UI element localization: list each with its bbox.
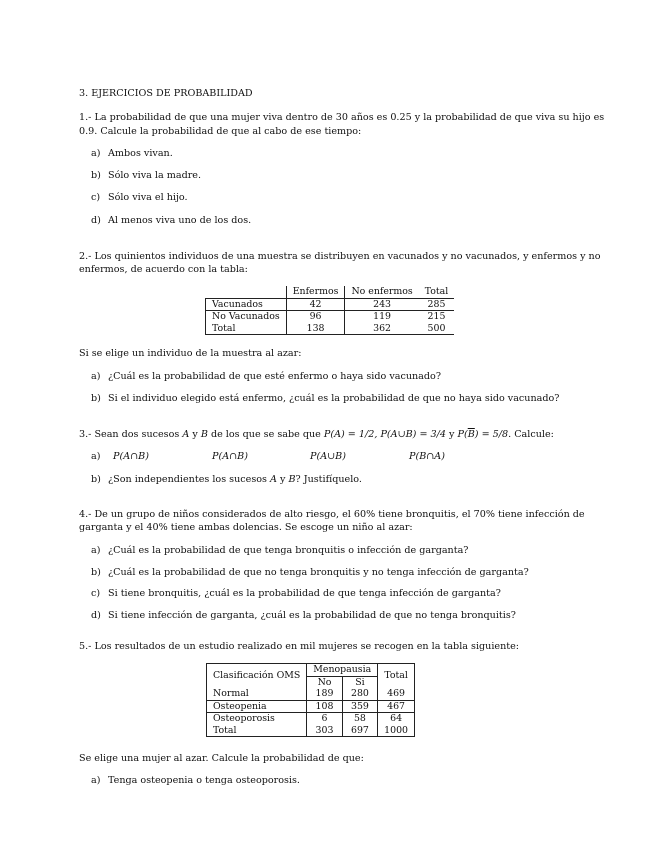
item-label: a) <box>91 775 101 786</box>
item-text: Si tiene bronquitis, ¿cuál es la probabilidad de que tenga infección de garganta? <box>108 588 501 599</box>
ex3-expr-1: P(A∩B) <box>113 451 149 462</box>
item-text: ¿Son independientes los sucesos <box>108 474 270 485</box>
table-cell: 500 <box>427 322 446 334</box>
table-header-cell <box>206 286 287 298</box>
table-cell: 96 <box>309 311 322 322</box>
table-header-row <box>206 286 455 298</box>
table-header-cell: Si <box>355 676 365 688</box>
ex2-after-text: Si se elige un individuo de la muestra al azar: <box>79 348 302 359</box>
conjunction: y <box>276 474 289 485</box>
table-row <box>206 323 455 335</box>
table-header-cell: Total <box>424 286 449 297</box>
ex4-item-d <box>91 610 516 622</box>
ex4-item-a <box>91 545 468 557</box>
item-label: b) <box>91 170 101 181</box>
table-cell: 359 <box>350 700 369 712</box>
item-label: b) <box>91 393 101 404</box>
item-text: Sólo viva la madre. <box>108 170 202 181</box>
table-cell: Total <box>207 725 307 737</box>
item-label: c) <box>91 192 101 203</box>
item-label: a) <box>91 371 101 382</box>
table-cell: 189 <box>307 688 342 700</box>
table-row <box>207 688 415 700</box>
ex3-item-b <box>91 474 362 486</box>
ex3-expr-2: P(A∩B) <box>212 451 248 462</box>
event-b: B <box>288 474 296 485</box>
table-cell: 697 <box>350 724 369 736</box>
table-cell: 64 <box>378 713 415 725</box>
table-cell: 467 <box>378 700 415 713</box>
item-label: d) <box>91 215 101 226</box>
item-text: Al menos viva uno de los dos. <box>108 215 252 226</box>
table-header-cell: No enfermos <box>345 286 419 298</box>
conjunction: y <box>445 429 458 440</box>
table-cell: 119 <box>345 311 419 323</box>
item-label: a) <box>91 148 101 159</box>
table-header-row <box>207 664 415 677</box>
table-cell: 285 <box>427 298 446 310</box>
conjunction: y <box>189 429 201 440</box>
ex1-item-a <box>91 148 173 160</box>
event-a: A <box>182 429 190 440</box>
item-text: ¿Cuál es la probabilidad de que no tenga bronquitis y no tenga infección de garganta? <box>108 567 529 578</box>
table-cell: 215 <box>427 311 446 322</box>
ex3-item-a <box>91 451 108 463</box>
table-cell: 1000 <box>378 725 415 737</box>
table-row <box>206 311 455 323</box>
ex3-calc: Calcule: <box>511 429 554 440</box>
ex2-item-a <box>91 371 441 383</box>
table-header-cell: No <box>307 676 342 688</box>
ex3-expr-4: P(B∩A) <box>409 451 445 462</box>
ex3-expr-3: P(A∪B) <box>310 451 346 462</box>
ex2-statement-line2: enfermos, de acuerdo con la tabla: <box>79 264 248 275</box>
table-cell: No Vacunados <box>206 311 287 323</box>
table-cell: Total <box>206 323 287 335</box>
table-cell: Vacunados <box>206 298 287 311</box>
ex5-statement: 5.- Los resultados de un estudio realizado en mil mujeres se recogen en la tabla siguiente: <box>79 641 520 652</box>
table-header-cell: Clasificación OMS <box>207 664 307 689</box>
item-text: ? Justifíquelo. <box>295 474 362 485</box>
ex3-intro: 3.- Sean dos sucesos <box>79 429 183 440</box>
item-label: b) <box>91 567 101 578</box>
vaccination-table <box>205 286 454 335</box>
item-label: a) <box>91 545 101 556</box>
table-header-cell: Enfermos <box>292 286 339 297</box>
table-header-cell: Menopausia <box>307 664 378 677</box>
table-cell: 362 <box>345 323 419 335</box>
table-cell: 303 <box>307 725 342 737</box>
table-cell: 469 <box>378 688 415 700</box>
table-cell: 243 <box>345 298 419 311</box>
ex4-item-c <box>91 588 501 600</box>
item-text: Ambos vivan. <box>108 148 173 159</box>
table-header-cell: Total <box>378 664 415 689</box>
section-heading: 3. EJERCICIOS DE PROBABILIDAD <box>79 88 253 99</box>
event-a: A <box>270 474 277 485</box>
table-cell: 42 <box>309 298 322 310</box>
table-cell: 280 <box>350 688 369 699</box>
table-row <box>207 700 415 713</box>
item-text: Si el individuo elegido está enfermo, ¿cuál es la probabilidad de que no haya sido vacunado? <box>108 393 560 404</box>
item-label: b) <box>91 474 101 485</box>
ex4-statement-line2: garganta y el 40% tiene ambas dolencias. Se escoge un niño al azar: <box>79 522 413 533</box>
ex5-item-a <box>91 775 300 787</box>
table-row <box>206 298 455 311</box>
ex3-statement <box>79 429 554 441</box>
item-text: Si tiene infección de garganta, ¿cuál es la probabilidad de que no tenga bronquitis? <box>108 610 516 621</box>
menopause-table <box>206 663 415 737</box>
item-label: c) <box>91 588 101 599</box>
table-cell: Osteoporosis <box>207 713 307 725</box>
table-row <box>207 713 415 725</box>
table-cell: Osteopenia <box>207 700 307 713</box>
prob-b-complement: $P(\overline{B}) = 5/8$. <box>457 429 512 440</box>
ex1-statement-line2: 0.9. Calcule la probabilidad de que al cabo de ese tiempo: <box>79 126 362 137</box>
table-cell: Normal <box>207 688 307 700</box>
ex2-item-b <box>91 393 559 405</box>
ex1-item-d <box>91 215 251 227</box>
item-text: ¿Cuál es la probabilidad de que esté enfermo o haya sido vacunado? <box>108 371 441 382</box>
ex3-intro-cont: de los que se sabe que <box>207 429 324 440</box>
table-cell: 58 <box>353 713 366 724</box>
ex4-statement-line1: 4.- De un grupo de niños considerados de alto riesgo, el 60% tiene bronquitis, el 70% tiene infección de <box>79 509 585 520</box>
ex5-after-text: Se elige una mujer al azar. Calcule la probabilidad de que: <box>79 753 364 764</box>
prob-a: P(A) = 1/2, <box>323 429 381 440</box>
item-label: a) <box>91 451 101 462</box>
ex2-statement-line1: 2.- Los quinientos individuos de una muestra se distribuyen en vacunados y no vacunados, y enfermos y no <box>79 251 601 262</box>
item-label: d) <box>91 610 101 621</box>
item-text: ¿Cuál es la probabilidad de que tenga bronquitis o infección de garganta? <box>108 545 469 556</box>
event-b: B <box>200 429 208 440</box>
ex4-item-b <box>91 567 529 579</box>
ex1-item-b <box>91 170 201 182</box>
table-cell: 138 <box>306 322 325 334</box>
prob-a-union-b: P(A∪B) = 3/4 <box>380 429 446 440</box>
table-cell: 108 <box>307 700 342 713</box>
table-cell: 6 <box>307 713 342 725</box>
ex1-item-c <box>91 192 188 204</box>
ex1-statement-line1: 1.- La probabilidad de que una mujer viva dentro de 30 años es 0.25 y la probabilidad de que viva su hijo es <box>79 112 605 123</box>
table-row <box>207 725 415 737</box>
item-text: Sólo viva el hijo. <box>108 192 188 203</box>
item-text: Tenga osteopenia o tenga osteoporosis. <box>108 775 300 786</box>
